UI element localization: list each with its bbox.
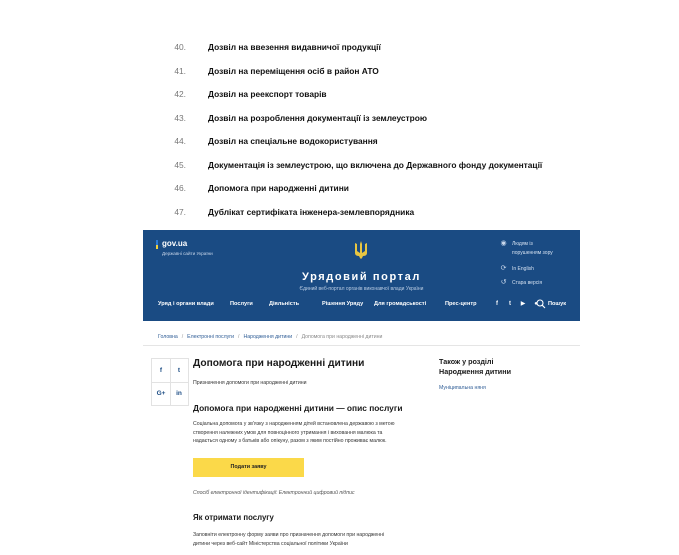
logo-subtitle: Державні сайти України	[162, 251, 213, 256]
nav-item-public[interactable]: Для громадськості	[374, 301, 427, 307]
item-number: 41.	[174, 66, 186, 76]
flag-icon	[156, 240, 158, 249]
portal-title: Урядовий портал	[302, 271, 421, 283]
service-link[interactable]: Дозвіл на розроблення документації із землеустрою	[208, 113, 428, 123]
breadcrumb-current: Допомога при народженні дитини	[301, 334, 383, 340]
share-twitter-icon[interactable]: t	[177, 367, 181, 374]
item-number: 44.	[174, 136, 186, 146]
share-box	[151, 358, 189, 406]
list-item[interactable]	[0, 63, 679, 79]
item-number: 46.	[174, 183, 186, 193]
sidebar-link-nanny[interactable]: Муніципальна няня	[439, 385, 486, 391]
service-link[interactable]: Документація із землеустрою, що включена до Державного фонду документації	[208, 160, 543, 170]
item-number: 43.	[174, 113, 186, 123]
sidebar-title-line: Також у розділі	[439, 357, 494, 366]
language-icon: ⟳	[500, 265, 507, 272]
main-nav	[143, 301, 580, 315]
search-button[interactable]: Пошук	[548, 301, 567, 307]
list-item[interactable]	[0, 133, 679, 149]
section-title: Допомога при народженні дитини — опис послуги	[193, 403, 403, 413]
breadcrumb: Головна / Електронні послуги / Народження дитини / Допомога при народженні дитини	[158, 334, 383, 340]
description-line: Соціальна допомога у зв'язку з народженням дітей встановлена державою з метою	[193, 421, 395, 427]
portal-header	[143, 230, 580, 321]
service-link[interactable]: Допомога при народженні дитини	[208, 183, 349, 193]
nav-item-activity[interactable]: Діяльність	[269, 301, 300, 307]
list-item[interactable]	[0, 157, 679, 173]
item-number: 47.	[174, 207, 186, 217]
share-facebook-icon[interactable]: f	[159, 367, 163, 374]
description-line: надається одному з батьків або опікуну, разом з яким постійно проживає малюк.	[193, 438, 387, 444]
list-item[interactable]	[0, 180, 679, 196]
list-item[interactable]	[0, 39, 679, 55]
item-number: 42.	[174, 89, 186, 99]
nav-item-services[interactable]: Послуги	[230, 301, 253, 307]
nav-item-press[interactable]: Прес-центр	[445, 301, 477, 307]
list-item[interactable]	[0, 86, 679, 102]
youtube-icon[interactable]: ▶	[520, 301, 526, 307]
breadcrumb-e-services[interactable]: Електронні послуги	[187, 334, 235, 340]
service-link[interactable]: Дозвіл на переміщення осіб в район АТО	[208, 66, 379, 76]
description-line: створення належних умов для повноцінного утримання і виховання малюка та	[193, 429, 383, 436]
old-version-label: Стара версія	[512, 280, 543, 286]
accessibility-label-line2: порушенням зору	[512, 250, 553, 256]
service-link[interactable]: Дозвіл на реекспорт товарів	[208, 89, 327, 99]
facebook-icon[interactable]: f	[496, 301, 498, 307]
search-icon[interactable]	[536, 299, 546, 309]
service-link[interactable]: Дублікат сертифіката інженера-землевпорядника	[208, 207, 415, 217]
divider	[143, 345, 580, 346]
trident-icon	[354, 240, 368, 260]
share-linkedin-icon[interactable]: in	[176, 390, 182, 397]
eye-icon: ◉	[500, 240, 507, 247]
how-to-get-title: Як отримати послугу	[193, 513, 274, 522]
twitter-icon[interactable]: t	[509, 301, 511, 307]
how-to-get-line: дитини через веб-сайт Міністерства соціальної політики України	[193, 540, 348, 547]
nav-item-decisions[interactable]: Рішення Уряду	[322, 301, 364, 307]
sidebar-title	[439, 357, 511, 376]
history-icon: ↺	[500, 279, 507, 286]
list-item[interactable]	[0, 110, 679, 126]
identification-text: Спосіб електронної ідентифікації: Електронний цифровий підпис	[193, 490, 355, 496]
breadcrumb-birth[interactable]: Народження дитини	[243, 334, 293, 340]
description-text	[193, 420, 433, 446]
share-googleplus-icon[interactable]: G+	[156, 390, 166, 397]
list-item[interactable]	[0, 204, 679, 220]
portal-subtitle: Єдиний веб-портал органів виконавчої влади України	[299, 286, 424, 292]
submit-application-button[interactable]: Подати заяву	[193, 458, 304, 477]
breadcrumb-home[interactable]: Головна	[158, 334, 178, 340]
logo-text: gov.ua	[162, 239, 188, 248]
page-title: Допомога при народженні дитини	[193, 358, 365, 369]
social-icon[interactable]: ●	[534, 301, 538, 307]
sidebar-title-line: Народження дитини	[439, 366, 511, 376]
how-to-get-text	[193, 531, 433, 548]
service-link[interactable]: Дозвіл на ввезення видавничої продукції	[208, 42, 381, 52]
how-to-get-line: Заповніти електронну форму заяви про призначення допомоги при народженні	[193, 532, 385, 538]
accessibility-label-line1: Людям із	[512, 241, 533, 247]
item-number: 40.	[174, 42, 186, 52]
service-link[interactable]: Дозвіл на спеціальне водокористування	[208, 136, 378, 146]
nav-item-government[interactable]: Уряд і органи влади	[158, 301, 214, 307]
english-label: In English	[512, 266, 534, 272]
lead-text: Призначення допомоги при народженні дитини	[193, 380, 307, 386]
item-number: 45.	[174, 160, 186, 170]
